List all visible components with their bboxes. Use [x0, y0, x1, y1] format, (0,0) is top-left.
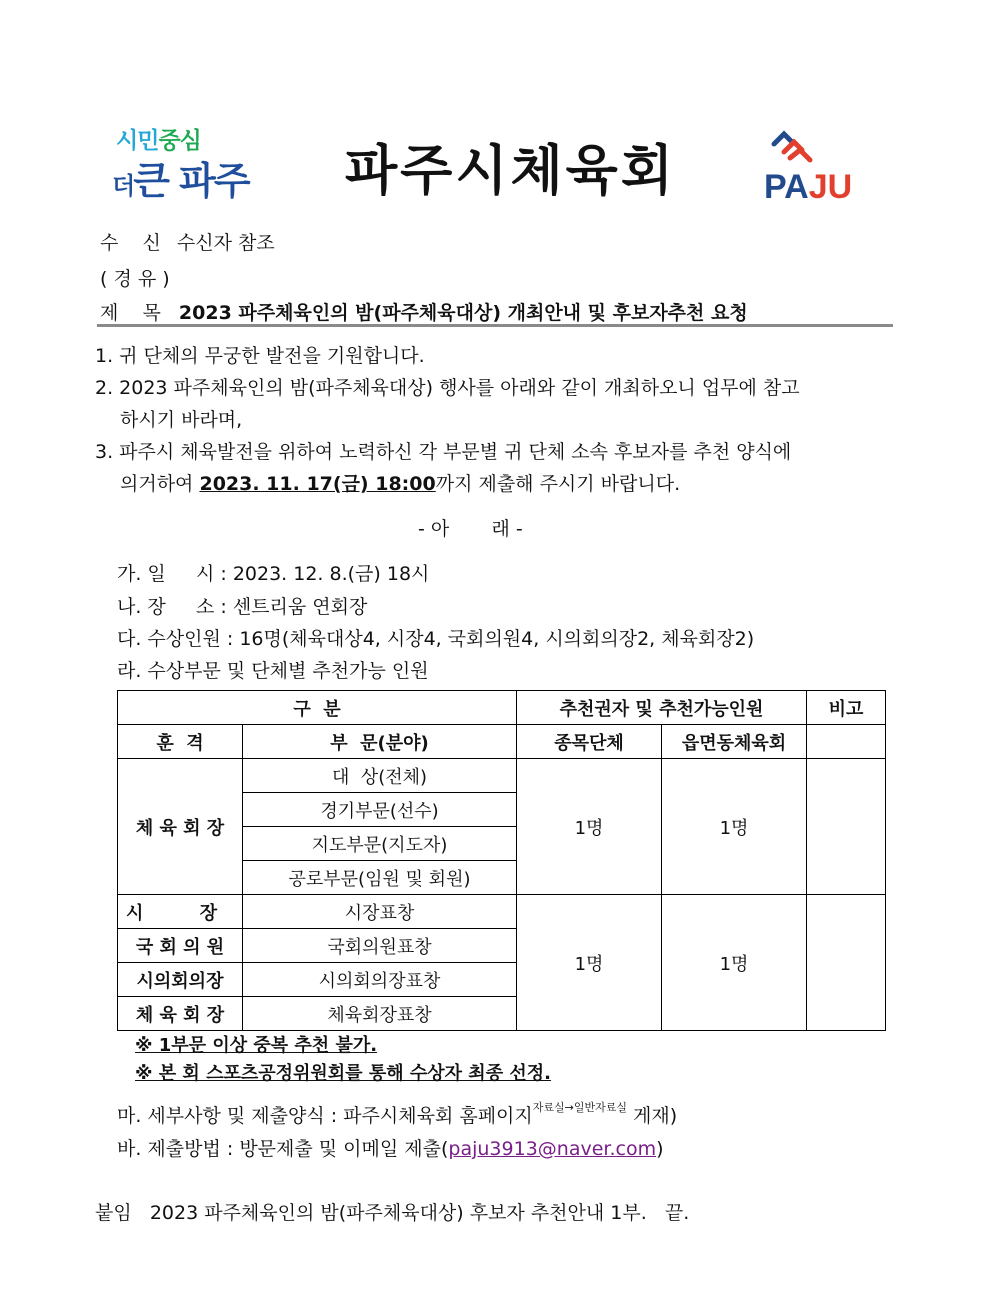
- header-award: 훈 격: [118, 725, 243, 759]
- sports-count-1: 1명: [517, 759, 662, 895]
- header-category: 구 분: [118, 691, 517, 725]
- detail-forms: [117, 1101, 677, 1128]
- header-note-empty: [807, 725, 886, 759]
- award-mayor: 시 장: [118, 895, 243, 929]
- town-count-2: 1명: [662, 895, 807, 1031]
- submission-text: 바. 제출방법 : 방문제출 및 이메일 제출(: [117, 1138, 449, 1160]
- sports-count-2: 1명: [517, 895, 662, 1031]
- field-athlete: 경기부문(선수): [243, 793, 517, 827]
- header-town-org: 읍면동체육회: [662, 725, 807, 759]
- subject-label: 제 목: [100, 302, 161, 324]
- deadline-date: 2023. 11. 17(금) 18:00: [199, 473, 436, 495]
- award-assembly: 국 회 의 원: [118, 929, 243, 963]
- note-final-selection: ※ 본 회 스포츠공정위원회를 통해 수상자 최종 선정.: [135, 1063, 551, 1084]
- field-merit: 공로부문(임원 및 회원): [243, 861, 517, 895]
- page-title: 파주시체육회: [345, 139, 676, 202]
- award-chairman: 체 육 회 장: [118, 759, 243, 895]
- forms-text: 마. 세부사항 및 제출양식 : 파주시체육회 홈페이지: [117, 1105, 533, 1127]
- award-table: [117, 690, 886, 1031]
- field-assembly: 국회의원표창: [243, 929, 517, 963]
- paragraph-1: 1. 귀 단체의 무궁한 발전을 기원합니다.: [95, 345, 425, 367]
- recipient-label: 수 신: [100, 232, 161, 254]
- note-cell-2: [807, 895, 886, 1031]
- logo-slogan-text-1: 시민: [116, 128, 159, 154]
- paju-logo: [760, 128, 870, 208]
- city-slogan-logo: [112, 122, 247, 202]
- detail-date: 가. 일 시 : 2023. 12. 8.(금) 18시: [117, 563, 430, 585]
- header-note: 비고: [807, 691, 886, 725]
- detail-award-categories: 라. 수상부문 및 단체별 추천가능 인원: [117, 660, 429, 682]
- header-field: 부 문(분야): [243, 725, 517, 759]
- subject-divider: [97, 324, 893, 327]
- award-council: 시의회의장: [118, 963, 243, 997]
- field-chairman: 체육회장표창: [243, 997, 517, 1031]
- deadline-prefix: 의거하여: [120, 473, 200, 495]
- note-cell-1: [807, 759, 886, 895]
- detail-venue: 나. 장 소 : 센트리움 연회장: [117, 596, 368, 618]
- field-coach: 지도부문(지도자): [243, 827, 517, 861]
- forms-path: 자료실→일반자료실: [532, 1101, 627, 1114]
- paju-logo-text: PAJU: [764, 168, 853, 206]
- forms-suffix: 게재): [627, 1105, 678, 1127]
- below-heading: - 아 래 -: [418, 518, 523, 540]
- header-sports-org: 종목단체: [517, 725, 662, 759]
- logo-slogan-text-2: 중심: [158, 128, 201, 154]
- detail-submission: [117, 1134, 664, 1161]
- paragraph-3-line-1: 3. 파주시 체육발전을 위하여 노력하신 각 부문별 귀 단체 소속 후보자를 추천 양식에: [95, 441, 792, 463]
- header-recommender: 추천권자 및 추천가능인원: [517, 691, 807, 725]
- email-link[interactable]: paju3913@naver.com: [448, 1138, 657, 1160]
- town-count-1: 1명: [662, 759, 807, 895]
- logo-slogan-text-4: 큰 파주: [133, 159, 249, 203]
- subject-line: [100, 298, 748, 325]
- note-no-duplicate: ※ 1부문 이상 중복 추천 불가.: [135, 1035, 378, 1056]
- paragraph-2-line-2: 하시기 바라며,: [120, 409, 243, 431]
- paragraph-3-line-2: [120, 469, 680, 496]
- recipient-value: 수신자 참조: [176, 232, 275, 254]
- field-council: 시의회의장표창: [243, 963, 517, 997]
- logo-slogan-text-3: 더: [112, 172, 134, 200]
- award-chairman-2: 체 육 회 장: [118, 997, 243, 1031]
- attachment-line: 붙임 2023 파주체육인의 밤(파주체육대상) 후보자 추천안내 1부. 끝.: [95, 1202, 690, 1224]
- subject-value: 2023 파주체육인의 밤(파주체육대상) 개최안내 및 후보자추천 요청: [178, 302, 748, 324]
- field-grand: 대 상(전체): [243, 759, 517, 793]
- recipient-line: [100, 228, 275, 255]
- detail-award-count: 다. 수상인원 : 16명(체육대상4, 시장4, 국회의원4, 시의회의장2, 체육회장2): [117, 628, 755, 650]
- via-label: ( 경 유 ): [100, 268, 170, 290]
- paragraph-2-line-1: 2. 2023 파주체육인의 밤(파주체육대상) 행사를 아래와 같이 개최하오니 업무에 참고: [95, 377, 800, 399]
- deadline-suffix: 까지 제출해 주시기 바랍니다.: [435, 473, 681, 495]
- submission-suffix: ): [656, 1138, 664, 1160]
- field-mayor: 시장표창: [243, 895, 517, 929]
